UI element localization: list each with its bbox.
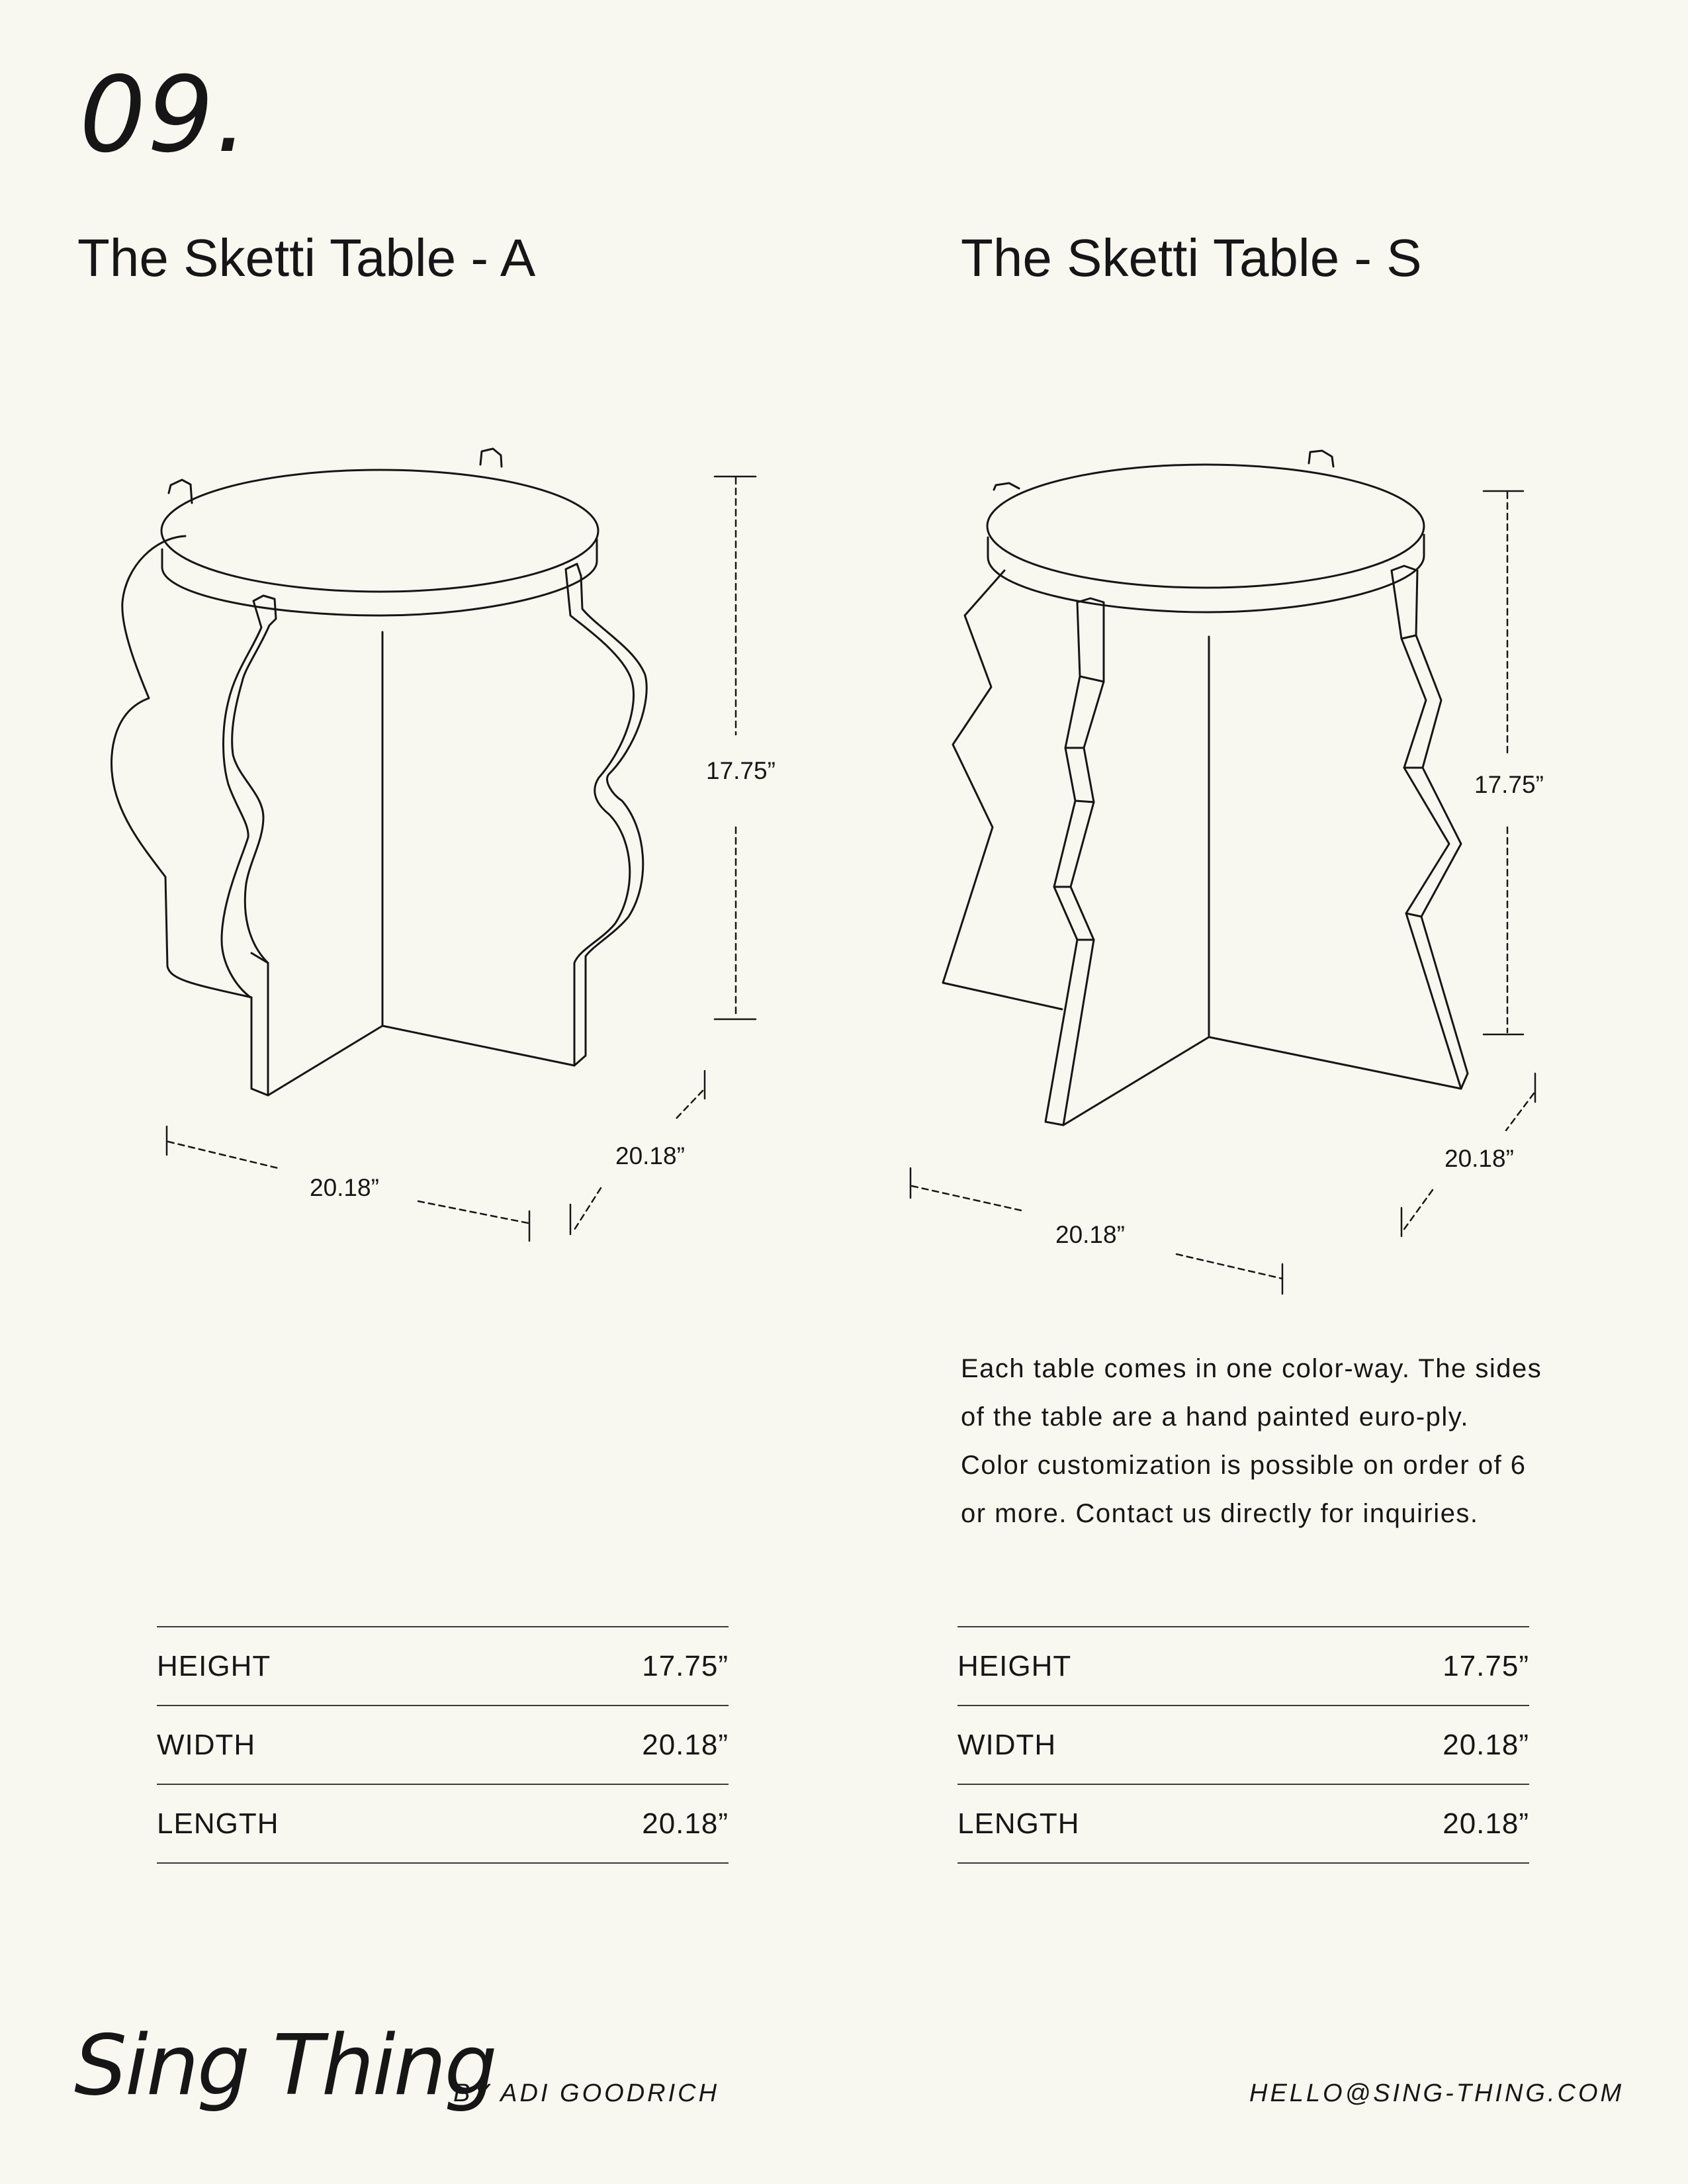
table-a-drawing — [112, 449, 647, 1095]
table-s-left-leg — [943, 570, 1062, 1009]
brand-byline: BY ADI GOODRICH — [453, 2079, 720, 2107]
table-a-width-label: 20.18” — [310, 1174, 379, 1201]
spec-label: HEIGHT — [957, 1649, 1072, 1682]
spec-label: LENGTH — [157, 1807, 279, 1840]
description: Each table comes in one color-way. The sides of the table are a hand painted euro-ply. Color customization is possible on order of 6 or more. Contact us directly for inquiries. — [961, 1354, 1542, 1528]
table-a-top-edge — [162, 539, 597, 615]
table-a-center-slot — [268, 632, 382, 1095]
table-s-drawing — [943, 451, 1468, 1125]
spec-label: WIDTH — [957, 1728, 1057, 1761]
spec-value: 20.18” — [1443, 1807, 1529, 1840]
spec-value: 17.75” — [1443, 1649, 1529, 1682]
spec-row-height — [957, 1626, 1529, 1705]
spec-row-width — [157, 1705, 729, 1784]
table-a-dimensions — [167, 477, 756, 1241]
spec-row-width — [957, 1705, 1529, 1784]
spec-value: 20.18” — [642, 1728, 729, 1761]
table-s-tab-back — [1309, 451, 1333, 467]
spec-label: HEIGHT — [157, 1649, 271, 1682]
table-a-right-leg — [566, 564, 646, 1066]
table-s-tab-left — [994, 483, 1019, 490]
table-a-height-label: 17.75” — [706, 757, 776, 784]
table-s-right-leg — [1392, 566, 1468, 1089]
table-a-tab-back — [480, 449, 502, 467]
page-number: 09. — [79, 54, 250, 176]
spec-label: LENGTH — [957, 1807, 1080, 1840]
table-a-base — [382, 1026, 574, 1066]
table-a-top — [161, 470, 598, 592]
spec-value: 20.18” — [1443, 1728, 1529, 1761]
table-s-top — [987, 465, 1424, 588]
spec-row-height — [157, 1626, 729, 1705]
spec-label: WIDTH — [157, 1728, 256, 1761]
spec-table-s — [957, 1626, 1529, 1864]
contact-email[interactable]: HELLO@SING-THING.COM — [1249, 2079, 1624, 2107]
table-a-depth-label: 20.18” — [615, 1142, 685, 1169]
table-s-width-label: 20.18” — [1055, 1221, 1125, 1248]
spec-value: 20.18” — [642, 1807, 729, 1840]
table-s-top-edge — [988, 535, 1424, 612]
table-a-tab-left — [169, 480, 192, 503]
brand-logo: Sing Thing — [74, 2017, 496, 2114]
table-s-front-leg — [1045, 598, 1104, 1125]
product-title-s: The Sketti Table - S — [961, 228, 1422, 287]
spec-value: 17.75” — [642, 1649, 729, 1682]
table-a-front-leg — [222, 596, 276, 1095]
table-s-center-slot — [1063, 637, 1209, 1125]
table-s-base — [1209, 1037, 1461, 1089]
spec-row-length — [157, 1784, 729, 1864]
spec-table-a — [157, 1626, 729, 1864]
table-a-left-leg — [112, 536, 251, 997]
product-title-a: The Sketti Table - A — [77, 228, 536, 287]
table-s-height-label: 17.75” — [1474, 771, 1544, 798]
spec-row-length — [957, 1784, 1529, 1864]
table-s-depth-label: 20.18” — [1444, 1145, 1514, 1172]
